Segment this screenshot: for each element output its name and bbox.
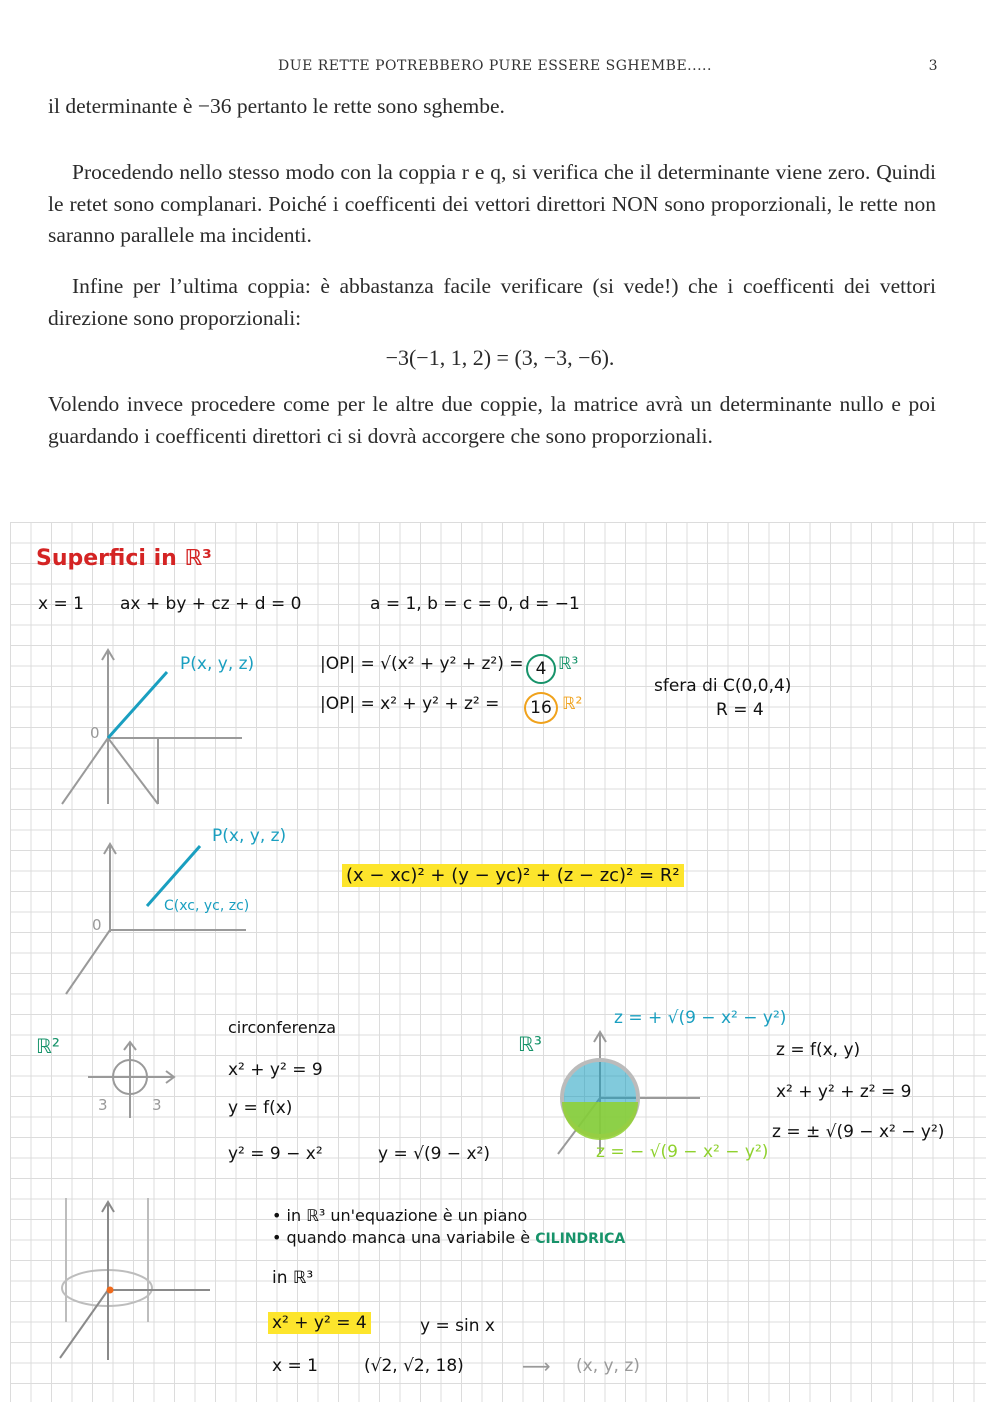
point-p-label-2: P(x, y, z): [212, 826, 287, 846]
point-p-label: P(x, y, z): [180, 654, 255, 674]
cylindrical-keyword: CILINDRICA: [535, 1231, 626, 1247]
cylinder-equation: x² + y² = 4: [268, 1312, 371, 1334]
r2-label: ℝ²: [36, 1034, 60, 1058]
circled-four: 4: [526, 654, 556, 684]
origin-label-2: 0: [92, 916, 102, 934]
point-coordinates: (√2, √2, 18): [364, 1356, 464, 1376]
bullet-plane: • in ℝ³ un'equazione è un piano: [272, 1206, 528, 1225]
sphere-equation: (x − xc)² + (y − yc)² + (z − zc)² = R²: [342, 864, 684, 887]
y-f-of-x: y = f(x): [228, 1098, 293, 1118]
z-negative-root: z = − √(9 − x² − y²): [596, 1142, 769, 1162]
notes-title: Superfici in ℝ³: [36, 546, 212, 571]
sphere-center: sfera di C(0,0,4): [654, 676, 792, 696]
circumference-label: circonferenza: [228, 1018, 337, 1037]
circle-equation: x² + y² = 9: [228, 1060, 323, 1080]
sphere-radius-3: x² + y² + z² = 9: [776, 1082, 912, 1102]
running-header: [0, 58, 1000, 82]
handwritten-notes: [10, 522, 986, 1402]
x-equals-1-bottom: x = 1: [272, 1356, 318, 1376]
z-plus-minus: z = ± √(9 − x² − y²): [772, 1122, 945, 1142]
tick-left: 3: [98, 1096, 108, 1114]
z-positive-root: z = + √(9 − x² − y²): [614, 1008, 787, 1028]
header-title: DUE RETTE POTREBBERO PURE ESSERE SGHEMBE.....: [278, 58, 712, 74]
paragraph-2: Procedendo nello stesso modo con la coppia r e q, si verifica che il determinante viene zero. Quindi le retet sono complanari. Poiché i coefficenti dei vettori direttori NON sono proporzionali, le rette non saranno parallele ma incidenti.: [48, 160, 936, 247]
sphere-radius: R = 4: [716, 700, 764, 720]
plane-equation: ax + by + cz + d = 0: [120, 594, 302, 614]
arrow-icon: ⟶: [522, 1354, 551, 1378]
y-sin-x: y = sin x: [420, 1316, 495, 1336]
paragraph-4: Volendo invece procedere come per le altre due coppie, la matrice avrà un determinante nullo e poi guardando i coefficenti direttori ci si dovrà accorgere che sono proporzionali.: [48, 392, 936, 448]
circled-sixteen: 16: [524, 692, 558, 724]
generic-point: (x, y, z): [576, 1356, 640, 1376]
bullet-cylindrical: [272, 1228, 625, 1247]
page-number: 3: [928, 58, 938, 74]
paragraph-3: Infine per l’ultima coppia: è abbastanza facile verificare (si vede!) che i coefficenti dei vettori direzione sono proporzionali:: [48, 274, 936, 330]
in-r3: in ℝ³: [272, 1268, 314, 1288]
x-equals-1: x = 1: [38, 594, 84, 614]
display-formula: −3(−1, 1, 2) = (3, −3, −6).: [385, 345, 615, 370]
tick-right: 3: [152, 1096, 162, 1114]
paragraph-1: il determinante è −36 pertanto le rette sono sghembe.: [48, 94, 505, 118]
distance-squared: |OP| = x² + y² + z² =: [320, 694, 500, 714]
y-root: y = √(9 − x²): [378, 1144, 490, 1164]
plane-coefficients: a = 1, b = c = 0, d = −1: [370, 594, 580, 614]
origin-label: 0: [90, 724, 100, 742]
distance-sqrt: |OP| = √(x² + y² + z²) =: [320, 654, 524, 674]
z-f-of-xy: z = f(x, y): [776, 1040, 861, 1060]
center-c-label: C(xc, yc, zc): [164, 898, 250, 914]
bullet-cylindrical-text: • quando manca una variabile è: [272, 1228, 531, 1247]
r3-label-green: ℝ³: [558, 654, 579, 674]
y-squared: y² = 9 − x²: [228, 1144, 323, 1164]
cylinder-diagram: [10, 522, 986, 1402]
r2-label-orange: ℝ²: [562, 694, 583, 714]
r3-label: ℝ³: [518, 1032, 542, 1056]
